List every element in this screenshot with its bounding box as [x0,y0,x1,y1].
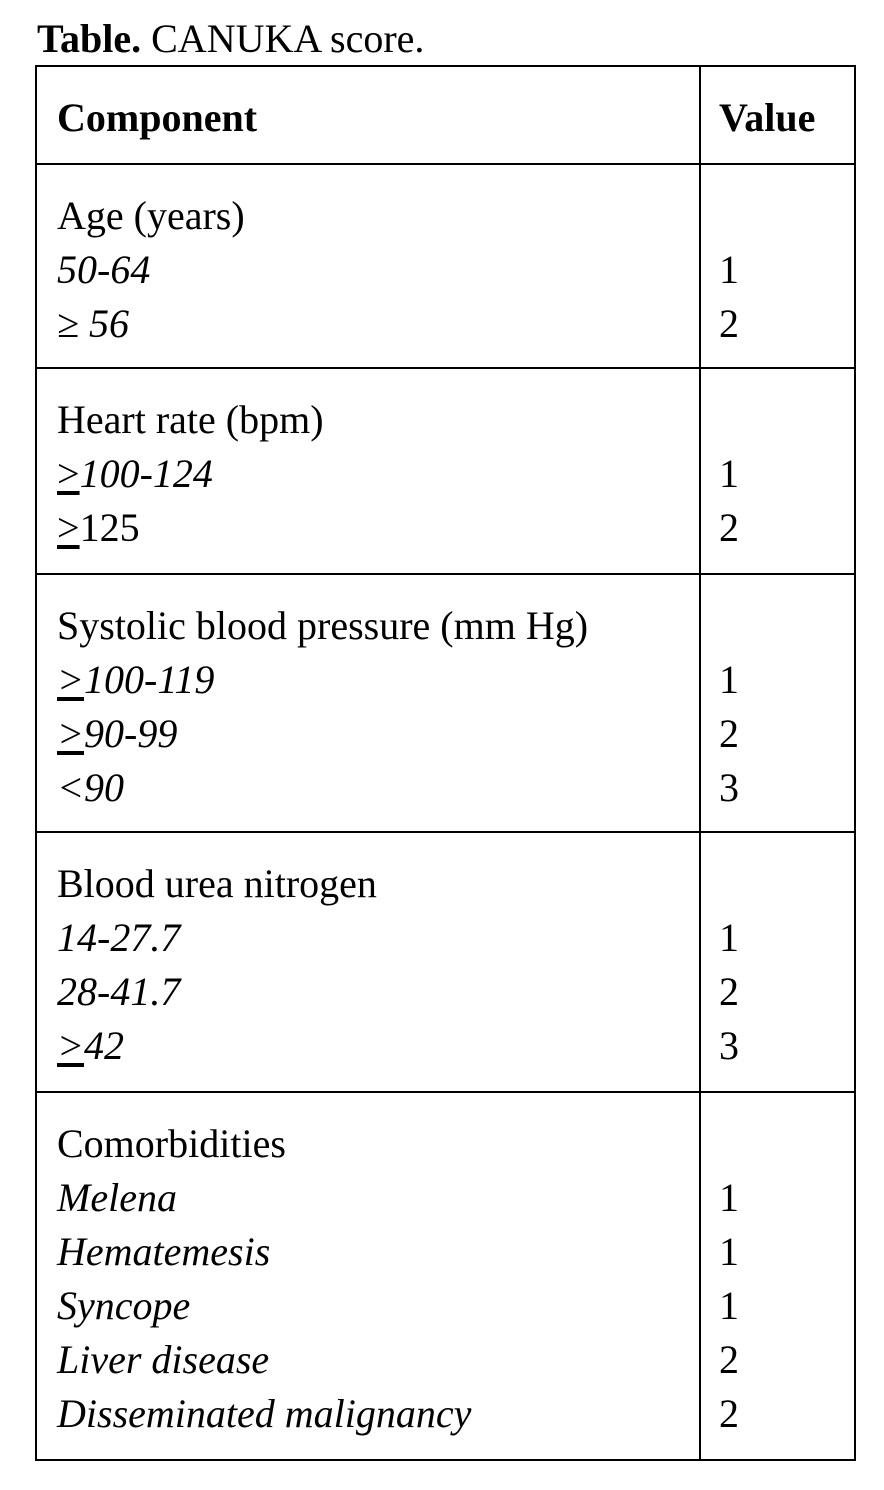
group-comorbidities [57,1117,471,1441]
score-value: 3 [719,1023,739,1068]
range-label: 50-64 [57,247,151,292]
header-value: Value [719,95,816,140]
range-label: ≥ 56 [57,301,129,346]
range-label: Melena [57,1175,177,1220]
group-title: Heart rate (bpm) [57,397,324,442]
score-value: 3 [719,765,739,810]
score-value: 2 [719,711,739,756]
group-title: Blood urea nitrogen [57,861,377,906]
score-value: 2 [719,505,739,550]
score-value: 1 [719,1229,739,1274]
canuka-score-table [35,65,856,1461]
score-value: 2 [719,1337,739,1382]
score-value: 1 [719,247,739,292]
range-label: >125 [57,505,140,550]
ge-sign: > [57,451,80,496]
row-divider [37,1091,854,1093]
ge-sign: ≥ [57,301,79,346]
header-divider [37,163,854,165]
header-component: Component [57,95,258,140]
range-label: >100-124 [57,451,213,496]
range-label: Liver disease [57,1337,270,1382]
ge-sign: > [57,505,80,550]
group-heart-rate [57,393,324,555]
range-label: 28-41.7 [57,969,181,1014]
range-label: Syncope [57,1283,191,1328]
score-value: 1 [719,1175,739,1220]
score-value: 2 [719,1391,739,1436]
ge-sign: > [57,1023,84,1068]
values-blood-urea-nitrogen [719,911,739,1073]
score-value: 1 [719,657,739,702]
values-heart-rate [719,447,739,555]
caption-text: CANUKA score. [141,16,425,61]
ge-sign: > [57,711,84,756]
score-value: 1 [719,1283,739,1328]
values-comorbidities [719,1171,739,1441]
row-divider [37,367,854,369]
values-age [719,243,739,351]
score-value: 2 [719,301,739,346]
group-age [57,189,245,351]
score-value: 2 [719,969,739,1014]
column-divider [699,67,701,1459]
group-title: Comorbidities [57,1121,286,1166]
group-systolic-bp [57,599,588,815]
row-divider [37,573,854,575]
group-title: Age (years) [57,193,245,238]
row-divider [37,831,854,833]
range-label: Disseminated malignancy [57,1391,472,1436]
score-value: 1 [719,451,739,496]
range-label: >100-119 [57,657,215,702]
range-label: >90-99 [57,711,178,756]
group-blood-urea-nitrogen [57,857,377,1073]
range-label: Hematemesis [57,1229,271,1274]
range-label: >42 [57,1023,124,1068]
group-title: Systolic blood pressure (mm Hg) [57,603,589,648]
ge-sign: > [57,657,84,702]
score-value: 1 [719,915,739,960]
caption-label: Table. [37,16,142,61]
values-systolic-bp [719,653,739,815]
range-label: <90 [57,765,124,810]
table-caption [37,14,424,64]
range-label: 14-27.7 [57,915,181,960]
